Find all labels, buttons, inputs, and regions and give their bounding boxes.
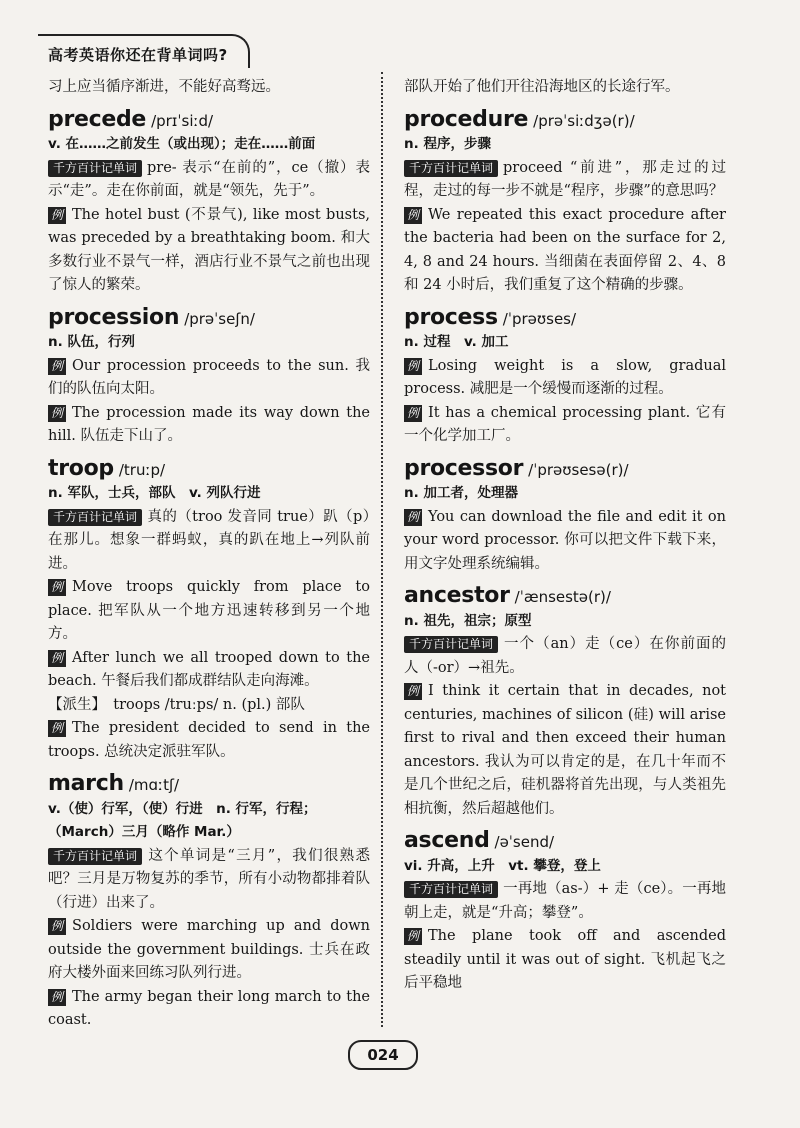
continuation-text: 习上应当循序渐进，不能好高骛远。 — [48, 79, 280, 95]
headword: ascend — [404, 828, 490, 853]
example-text: The plane took off and ascended steadily until it was out of sight. 飞机起飞之后平稳地 — [404, 928, 726, 991]
example-text: Move troops quickly from place to place. 把军队从一个地方迅速转移到另一个地方。 — [48, 579, 370, 642]
example-tag: 例 — [48, 720, 66, 737]
entry-ascend — [404, 829, 726, 996]
phonetic: /ˈænsestə(r)/ — [514, 588, 611, 606]
example-tag: 例 — [404, 509, 422, 526]
meaning: n. 过程 v. 加工 — [404, 334, 509, 350]
example-text: I think it certain that in decades, not centuries, machines of silicon (硅) will arise first to rival and then exceed their human ancestors. 我认为可以肯定的是，在几十年而不是几个世纪之后，硅机器将首先出现，与人类祖先相抗衡，然后超越他们。 — [404, 683, 726, 817]
phonetic: /əˈsend/ — [494, 833, 555, 851]
example-tag: 例 — [404, 207, 422, 224]
headword: procession — [48, 304, 180, 330]
memory-text: 一个（an）走（ce）在你前面的人（-or）→祖先。 — [404, 636, 726, 676]
entry-march — [48, 772, 370, 1033]
meaning: v.（使）行军，（使）行进 n. 行军，行程；（March）三月（略作 Mar.） — [48, 800, 317, 840]
headword: troop — [48, 455, 114, 481]
example-text: It has a chemical processing plant. 它有一个化学加工厂。 — [404, 404, 726, 444]
example-text: After lunch we all trooped down to the beach. 午餐后我们都成群结队走向海滩。 — [48, 649, 370, 689]
example-tag: 例 — [48, 405, 66, 422]
entry-ancestor — [404, 584, 726, 821]
memory-text: pre- 表示“在前的”，ce（撤）表示“走”。走在你前面，就是“领先，先于”。 — [48, 159, 370, 199]
meaning: vi. 升高，上升 vt. 攀登，登上 — [404, 857, 601, 874]
meaning: n. 程序，步骤 — [404, 136, 491, 152]
example-text: The army began their long march to the coast. — [48, 988, 370, 1028]
left-column — [48, 76, 370, 1033]
memory-tag: 千方百计记单词 — [404, 160, 498, 177]
entry-precede — [48, 108, 370, 298]
phonetic: /ˈprəʊses/ — [502, 309, 577, 328]
entry-procedure — [404, 108, 726, 298]
page-header — [38, 34, 250, 68]
page-number: 024 — [348, 1040, 418, 1070]
phonetic: /ˈprəʊsesə(r)/ — [528, 460, 629, 479]
example-tag: 例 — [48, 579, 66, 596]
phonetic: /mɑːtʃ/ — [128, 776, 180, 794]
example-tag: 例 — [404, 928, 422, 945]
example-text: You can download the file and edit it on your word processor. 你可以把文件下载下来，用文字处理系统编辑。 — [404, 508, 726, 572]
entry-procession — [48, 306, 370, 449]
entry-troop — [48, 457, 370, 765]
headword: march — [48, 771, 124, 796]
example-text: The procession made its way down the hill. 队伍走下山了。 — [48, 404, 370, 444]
example-text: Our procession proceeds to the sun. 我们的队伍向太阳。 — [48, 357, 370, 397]
headword: precede — [48, 106, 147, 132]
memory-tag: 千方百计记单词 — [404, 881, 498, 898]
phonetic: /truːp/ — [118, 460, 166, 479]
derived-form: 【派生】 troops /truːps/ n. (pl.) 部队 — [48, 696, 305, 713]
example-text: We repeated this exact procedure after the bacteria had been on the surface for 2, 4, 8 and 24 hours. 当细菌在表面停留 2、4、8 和 24 小时后，我们重复了这个精确的步骤。 — [404, 206, 726, 293]
right-column — [404, 76, 726, 996]
memory-tag: 千方百计记单词 — [48, 160, 142, 177]
headword: processor — [404, 455, 524, 481]
memory-text: proceed “前进”，那走过的过程，走过的每一步不就是“程序，步骤”的意思吗？ — [404, 159, 726, 199]
memory-text: 这个单词是“三月”，我们很熟悉吧？三月是万物复苏的季节，所有小动物都排着队（行进）出来了。 — [48, 847, 370, 911]
memory-text: 一再地（as-）+ 走（ce）。一再地朝上走，就是“升高；攀登”。 — [404, 881, 726, 921]
meaning: n. 加工者，处理器 — [404, 485, 518, 501]
memory-tag: 千方百计记单词 — [48, 509, 142, 526]
phonetic: /prəˈseʃn/ — [184, 309, 255, 328]
headword: procedure — [404, 106, 529, 132]
example-text: Soldiers were marching up and down outside the government buildings. 士兵在政府大楼外面来回练习队列行进。 — [48, 918, 370, 981]
headword: ancestor — [404, 583, 510, 608]
example-tag: 例 — [48, 207, 66, 224]
entry-process — [404, 306, 726, 449]
example-tag: 例 — [48, 989, 66, 1006]
column-divider — [381, 72, 383, 1027]
memory-tag: 千方百计记单词 — [404, 636, 498, 653]
example-text: The president decided to send in the troops. 总统决定派驻军队。 — [48, 720, 370, 760]
meaning: v. 在……之前发生（或出现）；走在……前面 — [48, 136, 316, 152]
example-tag: 例 — [404, 358, 422, 375]
example-tag: 例 — [48, 918, 66, 935]
example-text: Losing weight is a slow, gradual process. 减肥是一个缓慢而逐渐的过程。 — [404, 357, 726, 397]
header-title: 高考英语你还在背单词吗? — [48, 46, 228, 64]
meaning: n. 队伍，行列 — [48, 334, 135, 350]
phonetic: /prəˈsiːdʒə(r)/ — [533, 111, 635, 130]
continuation-text: 部队开始了他们开往沿海地区的长途行军。 — [404, 79, 680, 95]
headword: process — [404, 304, 498, 330]
memory-tag: 千方百计记单词 — [48, 848, 142, 865]
example-text: The hotel bust (不景气), like most busts, was preceded by a breathtaking boom. 和大多数行业不景气一样，酒店行业不景气之前也出现了惊人的繁荣。 — [48, 206, 370, 293]
meaning: n. 祖先，祖宗；原型 — [404, 612, 532, 629]
memory-text: 真的（troo 发音同 true）趴（p）在那儿。想象一群蚂蚁，真的趴在地上→列队前进。 — [48, 508, 370, 572]
example-tag: 例 — [48, 650, 66, 667]
entry-processor — [404, 457, 726, 577]
meaning: n. 军队，士兵，部队 v. 列队行进 — [48, 485, 261, 501]
example-tag: 例 — [48, 358, 66, 375]
example-tag: 例 — [404, 683, 422, 700]
phonetic: /prɪˈsiːd/ — [151, 111, 214, 130]
example-tag: 例 — [404, 405, 422, 422]
